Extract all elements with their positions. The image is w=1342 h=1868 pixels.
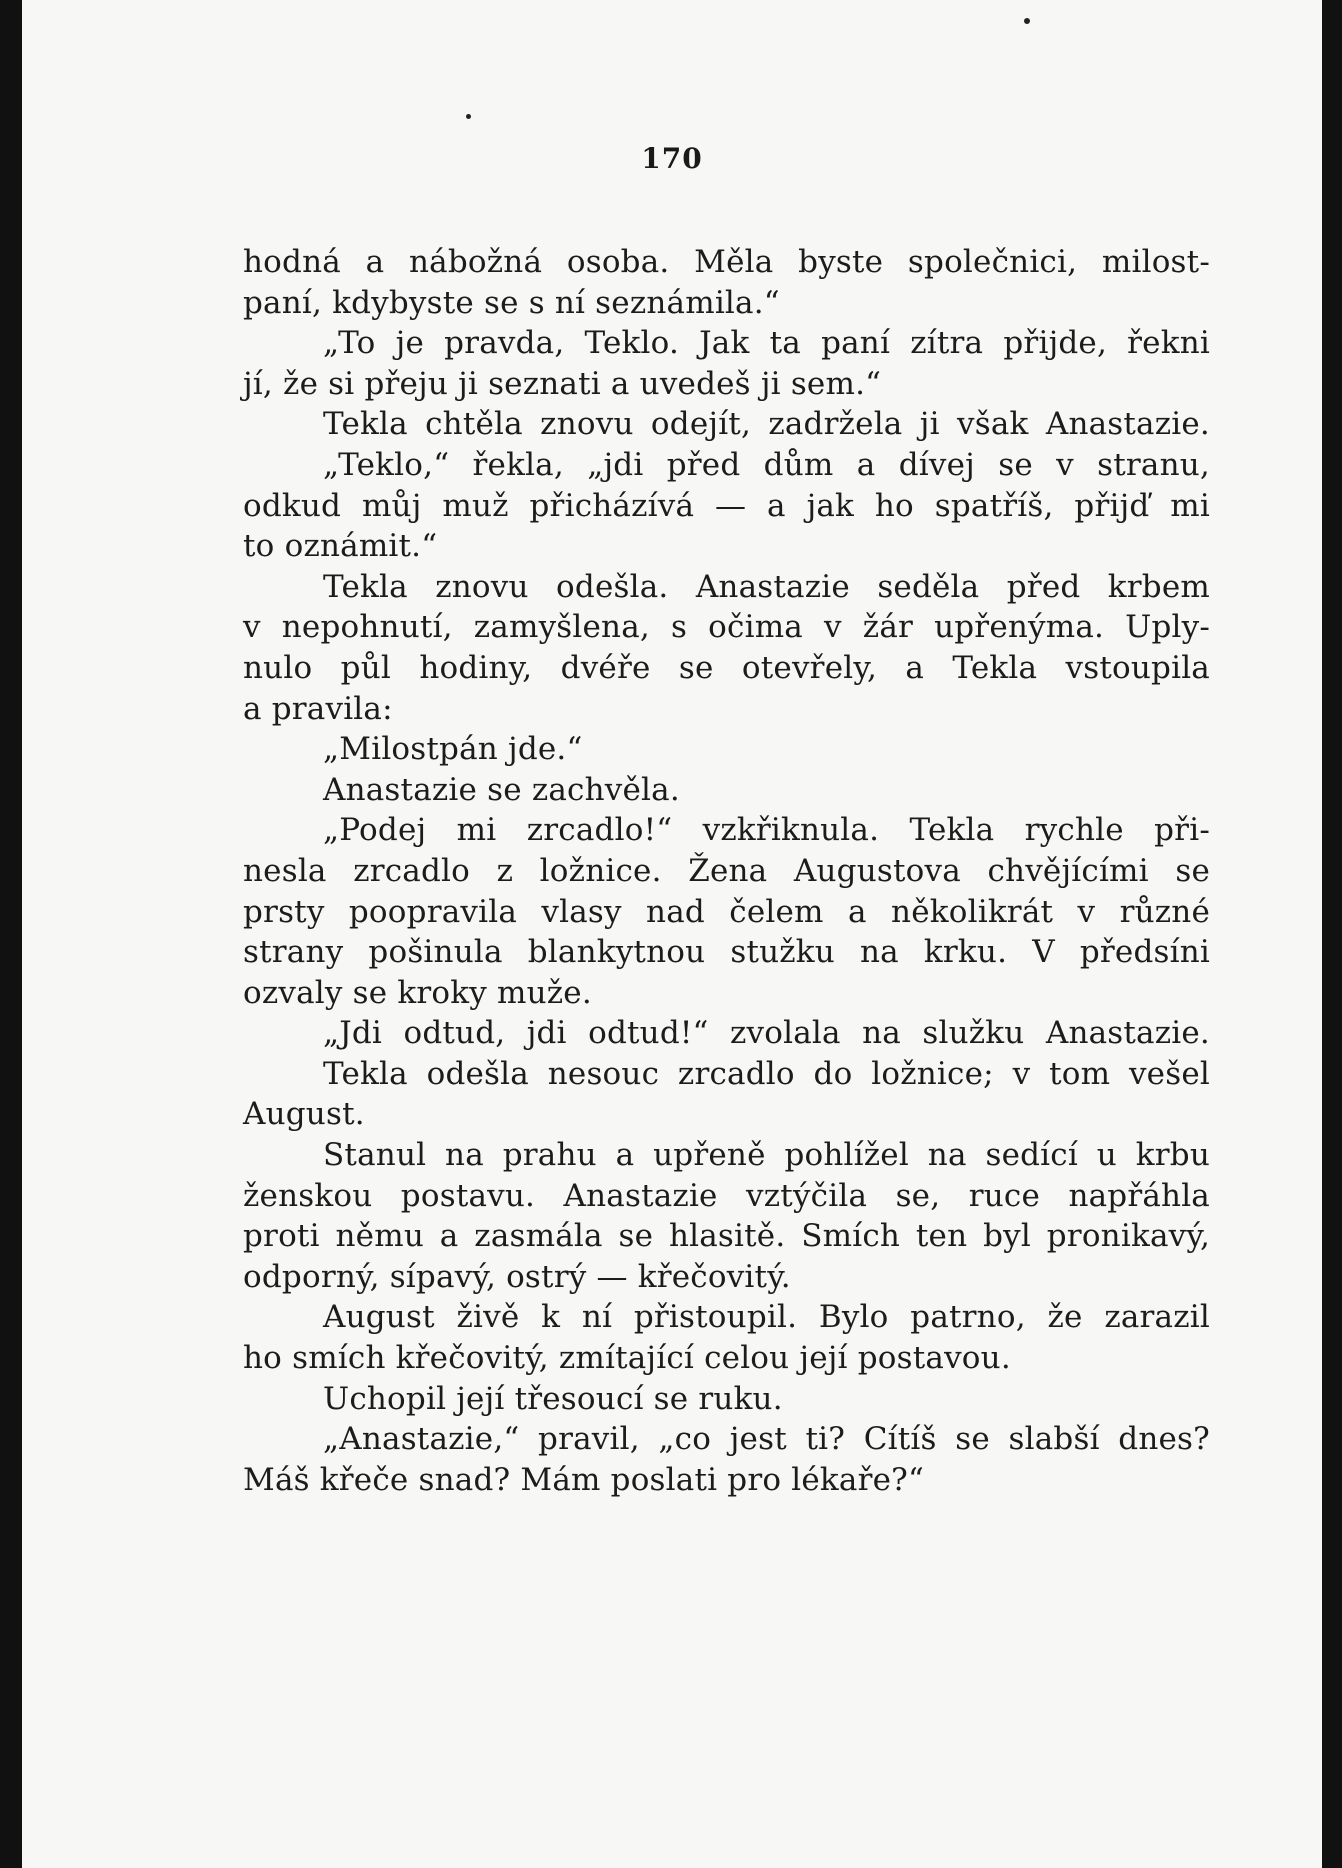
book-page: [22, 0, 1322, 1868]
text-line: odporný, sípavý, ostrý — křečovitý.: [243, 1258, 791, 1295]
text-line: Uchopil její třesoucí se ruku.: [323, 1380, 783, 1417]
text-line: Stanul na prahu a upřeně pohlížel na sedící u krbu: [323, 1137, 1210, 1174]
text-line: August živě k ní přistoupil. Bylo patrno, že zarazil: [323, 1299, 1210, 1336]
text-line: strany pošinula blankytnou stužku na krku. V předsíni: [243, 934, 1210, 971]
text-line: prsty poopravila vlasy nad čelem a několikrát v různé: [243, 893, 1210, 930]
text-line: Tekla znovu odešla. Anastazie seděla před krbem: [323, 568, 1210, 605]
text-line: v nepohnutí, zamyšlena, s očima v žár upřenýma. Uply-: [243, 609, 1210, 646]
text-line: Tekla chtěla znovu odejít, zadržela ji však Anastazie.: [323, 406, 1210, 443]
text-line: „To je pravda, Teklo. Jak ta paní zítra přijde, řekni: [323, 325, 1210, 362]
print-speck: [466, 114, 471, 119]
text-line: „Jdi odtud, jdi odtud!“ zvolala na služku Anastazie.: [323, 1015, 1210, 1052]
text-line: nulo půl hodiny, dvéře se otevřely, a Tekla vstoupila: [243, 649, 1210, 686]
print-speck: [1024, 18, 1030, 24]
text-line: to oznámit.“: [243, 528, 438, 565]
text-line: ozvaly se kroky muže.: [243, 974, 592, 1011]
text-line: August.: [243, 1096, 365, 1133]
text-line: nesla zrcadlo z ložnice. Žena Augustova chvějícími se: [243, 852, 1210, 889]
text-line: Anastazie se zachvěla.: [323, 771, 680, 808]
text-line: „Anastazie,“ pravil, „co jest ti? Cítíš se slabší dnes?: [323, 1421, 1210, 1458]
text-line: ženskou postavu. Anastazie vztýčila se, ruce napřáhla: [243, 1177, 1210, 1214]
page-number: 170: [641, 142, 703, 175]
text-line: Máš křeče snad? Mám poslati pro lékaře?“: [243, 1461, 925, 1498]
text-line: hodná a nábožná osoba. Měla byste společnici, milost-: [243, 244, 1210, 280]
text-line: Tekla odešla nesouc zrcadlo do ložnice; v tom vešel: [323, 1055, 1210, 1092]
text-line: paní, kdybyste se s ní seznámila.“: [243, 284, 780, 321]
text-line: jí, že si přeju ji seznati a uvedeš ji sem.“: [243, 365, 882, 402]
text-line: a pravila:: [243, 690, 393, 727]
text-line: odkud můj muž přicházívá — a jak ho spatříš, přijď mi: [243, 487, 1210, 524]
text-line: ho smích křečovitý, zmítající celou její postavou.: [243, 1340, 1011, 1377]
text-line: proti němu a zasmála se hlasitě. Smích ten byl pronikavý,: [243, 1218, 1210, 1255]
page-body-text: [243, 242, 1210, 1500]
text-line: „Podej mi zrcadlo!“ vzkřiknula. Tekla rychle při-: [323, 812, 1210, 849]
text-line: „Milostpán jde.“: [323, 731, 583, 768]
text-line: „Teklo,“ řekla, „jdi před dům a dívej se v stranu,: [323, 446, 1210, 483]
